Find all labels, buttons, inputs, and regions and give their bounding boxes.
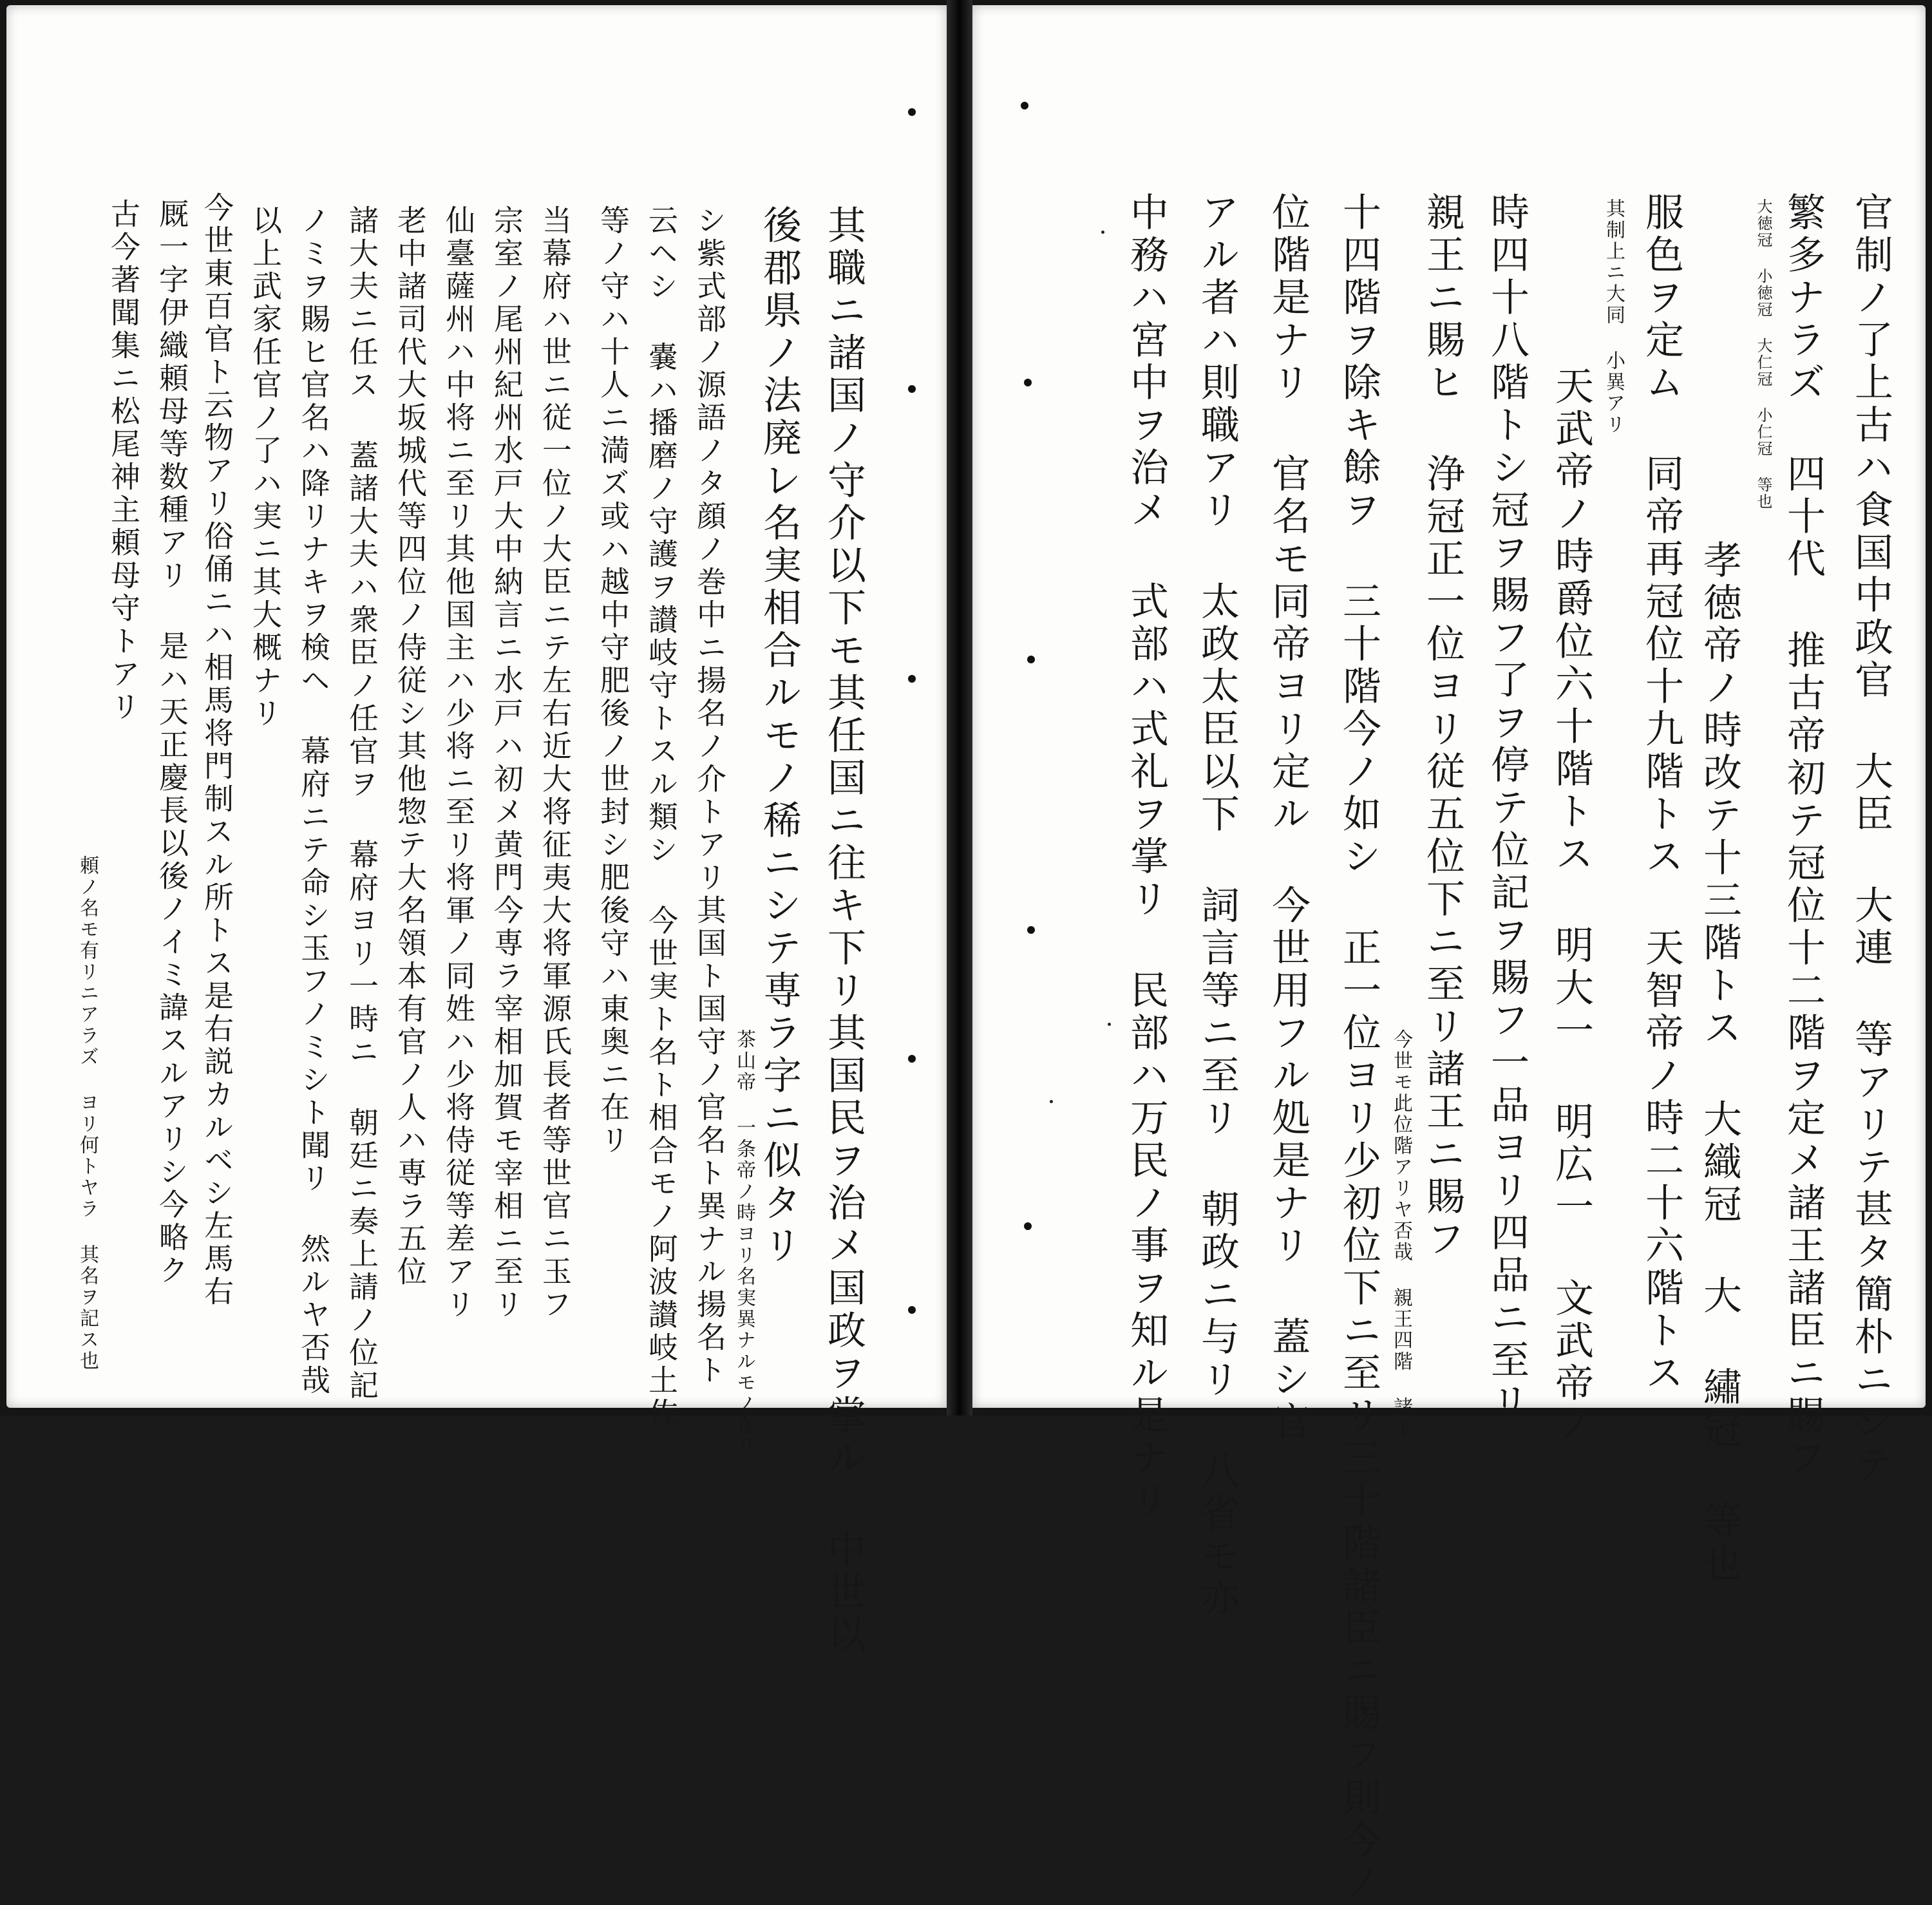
text-column: アル者ハ則職アリ 太政太臣以下 詞言等ニ至リ 朝政ニ与リ 八省モ亦 xyxy=(1195,192,1240,1620)
text-column: 其制上ニ大同 小異アリ xyxy=(1602,198,1625,435)
binding-hole xyxy=(908,385,916,393)
text-column: 茶山帝 一条帝ノ時ヨリ名実異ナルモノ在リ xyxy=(733,1029,755,1457)
binding-hole xyxy=(1021,102,1028,109)
text-column: 繁多ナラズ 四十代 推古帝初テ冠位十二階ヲ定メ諸王諸臣ニ賜フ xyxy=(1781,192,1826,1480)
text-column: 服色ヲ定ム 同帝再冠位十九階トス 天智帝ノ時二十六階トス xyxy=(1639,192,1684,1395)
text-column: 頼ノ名モ有リニアラズ ヨリ何トヤラ 其名ヲ記ス也 xyxy=(76,855,99,1372)
text-column: 厩一字伊織頼母等数種アリ 是ハ天正慶長以後ノイミ諱スルアリシ今略ク xyxy=(155,198,189,1287)
text-column: 其職ニ諸国ノ守介以下モ其任国ニ往キ下リ其国民ヲ治メ国政ヲ掌ル 中世以 xyxy=(821,205,866,1656)
text-column: 云ヘシ 嚢ハ播磨ノ守護ヲ讃岐守トスル類シ 今世実ト名ト相合モノ阿波讃岐土佐 xyxy=(644,205,679,1430)
text-column: ノミヲ賜ヒ官名ハ降リナキヲ検ヘ 幕府ニテ命シ玉フノミシト聞リ 然ルヤ否哉 xyxy=(296,205,331,1398)
left-page xyxy=(6,5,947,1656)
text-column: 古今著聞集ニ松尾神主頼母守トアリ xyxy=(106,198,141,724)
text-column: 当幕府ハ世ニ従一位ノ大臣ニテ左右近大将征夷大将軍源氏長者等世官ニ玉フ xyxy=(538,205,573,1322)
text-column: 今世モ此位階アリヤ否哉 親王四階 諸王 xyxy=(1390,1029,1412,1439)
text-column: 時四十八階トシ冠ヲ賜フ了ヲ停テ位記ヲ賜フ一品ヨリ四品ニ至リ xyxy=(1484,192,1530,1425)
ink-speck xyxy=(1050,1100,1053,1103)
ink-speck xyxy=(1101,231,1104,234)
text-column: シ紫式部ノ源語ノタ顔ノ巻中ニ揚名ノ介トアリ其国ト国守ノ官名ト異ナル揚名ト xyxy=(692,205,727,1387)
text-column: 等ノ守ハ十人ニ満ズ或ハ越中守肥後ノ世封シ肥後守ハ東奥ニ在リ xyxy=(596,205,630,1157)
text-column: 宗室ノ尾州紀州水戸大中納言ニ水戸ハ初メ黄門今専ラ宰相加賀モ宰相ニ至リ xyxy=(489,205,524,1322)
ink-speck xyxy=(1108,1023,1111,1026)
text-column: 老中諸司代大坂城代等四位ノ侍従シ其他惣テ大名領本有官ノ人ハ専ラ五位 xyxy=(393,205,428,1289)
binding-hole xyxy=(1027,926,1035,934)
binding-hole xyxy=(908,108,916,116)
text-column: 以上武家任官ノ了ハ実ニ其大概ナリ xyxy=(248,205,283,730)
text-column: 十四階ヲ除キ餘ヲ 三十階今ノ如シ 正一位ヨリ少初位下ニ至リ三十階諸臣ニ賜フ則今ノ xyxy=(1336,192,1381,1905)
text-column: 仙臺薩州ハ中将ニ至リ其他国主ハ少将ニ至リ将軍ノ同姓ハ少将侍従等差アリ xyxy=(441,205,476,1322)
binding-hole xyxy=(1024,1222,1032,1230)
book-gutter xyxy=(947,0,972,1416)
text-column: 官制ノ了上古ハ食国中政官 大臣 大連 等アリテ甚タ簡朴ニシテ xyxy=(1848,192,1893,1486)
binding-hole xyxy=(908,1055,916,1063)
text-column: 孝徳帝ノ時改テ十三階トス 大織冠 大 繡冠 等也 xyxy=(1697,540,1742,1586)
binding-hole xyxy=(1024,379,1032,386)
text-column: 後郡県ノ法廃レ名実相合ルモノ稀ニシテ専ラ字ニ似タリ xyxy=(757,205,802,1267)
right-page xyxy=(972,5,1926,1905)
text-column: 中務ハ宮中ヲ治メ 式部ハ式礼ヲ掌リ 民部ハ万民ノ事ヲ知ル是ナリ xyxy=(1124,192,1169,1522)
text-column: 今世東百官ト云物アリ俗俑ニハ相馬将門制スル所トス是右説カルベシ左馬右 xyxy=(200,192,234,1309)
binding-hole xyxy=(1027,656,1035,663)
text-column: 親王ニ賜ヒ 浄冠正一位ヨリ従五位下ニ至リ諸王ニ賜フ xyxy=(1420,192,1465,1261)
text-column: 大徳冠 小徳冠 大仁冠 小仁冠 等也 xyxy=(1754,198,1772,510)
text-column: 諸大夫ニ任ス 蓋諸大夫ハ衆臣ノ任官ヲ 幕府ヨリ一時ニ 朝廷ニ奏上請ノ位記 xyxy=(345,205,379,1403)
text-column: 位階是ナリ 官名モ同帝ヨリ定ル 今世用フル処是ナリ 蓋シ官 xyxy=(1265,192,1311,1444)
text-column: 天武帝ノ時爵位六十階トス 明大一 明広一 文武帝ノ xyxy=(1549,366,1594,1448)
binding-hole xyxy=(908,675,916,683)
binding-hole xyxy=(908,1306,916,1314)
